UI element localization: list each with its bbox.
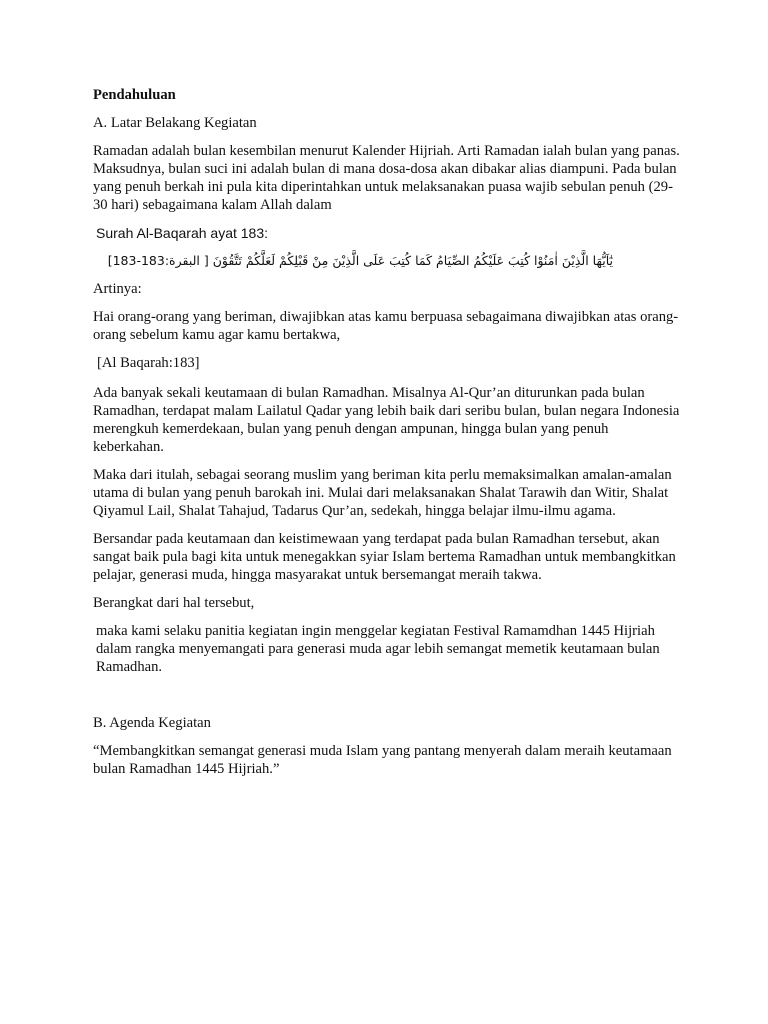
paragraph-syiar: Bersandar pada keutamaan dan keistimewaan yang terdapat pada bulan Ramadhan tersebut, akan sangat baik pula bagi kita untuk menegakkan syiar Islam bertema Ramadhan untuk membangkitkan pelajar, generasi muda, hingga masyarakat untuk bersemangat meraih takwa. bbox=[93, 531, 676, 583]
artinya-label: Artinya: bbox=[93, 281, 142, 297]
paragraph-festival: maka kami selaku panitia kegiatan ingin menggelar kegiatan Festival Ramamdhan 1445 Hijriah dalam rangka menyemangati para generasi muda agar lebih semangat memetik keutamaan bulan Ramadhan. bbox=[96, 623, 660, 675]
paragraph-virtues: Ada banyak sekali keutamaan di bulan Ramadhan. Misalnya Al-Qur’an diturunkan pada bulan Ramadhan, terdapat malam Lailatul Qadar yang lebih baik dari seribu bulan, bulan negara Indonesia merengkuh kemerdekaan, bulan yang penuh dengan ampunan, hingga bulan yang penuh keberkahan. bbox=[93, 385, 680, 455]
document-page bbox=[93, 86, 683, 788]
paragraph-deeds: Maka dari itulah, sebagai seorang muslim yang beriman kita perlu memaksimalkan amalan-amalan utama di bulan yang penuh barokah ini. Mulai dari melaksanakan Shalat Tarawih dan Witir, Shalat Qiyamul Lail, Shalat Tahajud, Tadarus Qur’an, sedekah, hingga belajar ilmu-ilmu agama. bbox=[93, 467, 672, 519]
surah-label: Surah Al-Baqarah ayat 183: bbox=[96, 225, 269, 241]
section-a-heading: A. Latar Belakang Kegiatan bbox=[93, 115, 257, 131]
section-b-heading: B. Agenda Kegiatan bbox=[93, 715, 211, 731]
document-title: Pendahuluan bbox=[93, 87, 176, 103]
section-spacer bbox=[93, 686, 683, 714]
arabic-verse: يٰٓاَيُّهَا الَّذِيْنَ اٰمَنُوْا كُتِبَ عَلَيْكُمُ الصِّيَامُ كَمَا كُتِبَ عَلَى الَّذِيْنَ مِنْ قَبْلِكُمْ لَعَلَّكُمْ تَتَّقُوْنَ [ البقرة:183-183] bbox=[107, 253, 613, 268]
agenda-quote: “Membangkitkan semangat generasi muda Islam yang pantang menyerah dalam meraih keutamaan bulan Ramadhan 1445 Hijriah.” bbox=[93, 743, 672, 777]
paragraph-transition: Berangkat dari hal tersebut, bbox=[93, 595, 255, 611]
verse-reference: [Al Baqarah:183] bbox=[97, 355, 200, 371]
paragraph-intro: Ramadan adalah bulan kesembilan menurut Kalender Hijriah. Arti Ramadan ialah bulan yang panas. Maksudnya, bulan suci ini adalah bulan di mana dosa-dosa akan dibakar alias diampuni. Pada bulan yang penuh berkah ini pula kita diperintahkan untuk melaksanakan puasa wajib sebulan penuh (29-30 hari) sebagaimana kalam Allah dalam bbox=[93, 143, 680, 213]
verse-translation: Hai orang-orang yang beriman, diwajibkan atas kamu berpuasa sebagaimana diwajibkan atas orang-orang sebelum kamu agar kamu bertakwa, bbox=[93, 309, 679, 343]
